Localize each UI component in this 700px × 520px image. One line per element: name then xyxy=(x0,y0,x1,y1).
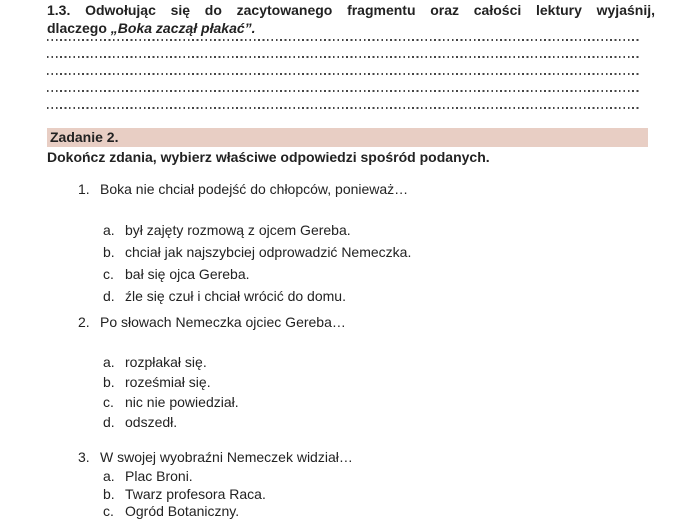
option-item xyxy=(103,486,655,504)
task-1-3-quote: „Boka zaczął płakać”. xyxy=(110,20,256,36)
option-letter: b. xyxy=(103,374,115,390)
option-letter: d. xyxy=(103,288,115,304)
question-3-text: W swojej wyobraźni Nemeczek widział… xyxy=(100,449,353,465)
option-letter: d. xyxy=(103,414,115,430)
task2-instruction: Dokończ zdania, wybierz właściwe odpowiedzi spośród podanych. xyxy=(47,149,490,165)
option-text: był zajęty rozmową z ojcem Gereba. xyxy=(125,222,351,238)
option-item xyxy=(103,352,655,372)
question-1-number: 1. xyxy=(78,181,90,197)
question-3 xyxy=(47,449,655,465)
option-item xyxy=(103,503,655,520)
option-letter: a. xyxy=(103,468,115,484)
answer-lines-block xyxy=(47,39,641,124)
option-letter: a. xyxy=(103,222,115,238)
option-text: Twarz profesora Raca. xyxy=(125,485,266,502)
option-text: chciał jak najszybciej odprowadzić Nemeczka. xyxy=(125,244,412,260)
option-letter: b. xyxy=(103,485,115,502)
option-letter: c. xyxy=(103,394,114,410)
question-1-text: Boka nie chciał podejść do chłopców, ponieważ… xyxy=(100,181,409,197)
option-text: bał się ojca Gereba. xyxy=(125,266,250,282)
answer-line xyxy=(47,56,641,58)
task-1-3-prompt-line2-plain: dlaczego xyxy=(47,20,111,36)
option-item xyxy=(103,219,655,241)
option-letter: b. xyxy=(103,244,115,260)
option-item xyxy=(103,285,655,307)
option-text: nic nie powiedział. xyxy=(125,394,239,410)
option-item xyxy=(103,241,655,263)
question-1 xyxy=(47,181,655,197)
question-3-number: 3. xyxy=(78,449,90,465)
option-letter: c. xyxy=(103,503,114,520)
task-1-3-prompt xyxy=(47,1,655,37)
task-1-3-prompt-line2 xyxy=(47,19,655,37)
task-1-3-prompt-line1: 1.3. Odwołując się do zacytowanego fragmentu oraz całości lektury wyjaśnij, xyxy=(47,2,655,18)
answer-line xyxy=(47,39,641,41)
option-item xyxy=(103,372,655,392)
task2-header-label: Zadanie 2. xyxy=(50,129,119,145)
question-2-number: 2. xyxy=(78,314,90,330)
question-3-options xyxy=(47,468,655,520)
answer-line xyxy=(47,73,641,75)
task2-header-bar xyxy=(47,128,648,147)
option-item xyxy=(103,412,655,432)
option-text: rozpłakał się. xyxy=(125,354,207,370)
option-text: roześmiał się. xyxy=(125,374,211,390)
option-letter: c. xyxy=(103,266,114,282)
option-letter: a. xyxy=(103,354,115,370)
answer-line xyxy=(47,90,641,92)
question-2 xyxy=(47,314,655,330)
option-text: źle się czuł i chciał wrócić do domu. xyxy=(125,288,346,304)
option-text: odszedł. xyxy=(125,414,178,430)
option-item xyxy=(103,392,655,412)
option-text: Plac Broni. xyxy=(125,468,193,484)
question-2-options xyxy=(47,352,655,432)
option-text: Ogród Botaniczny. xyxy=(125,503,240,520)
option-item xyxy=(103,263,655,285)
option-item xyxy=(103,468,655,486)
question-2-text: Po słowach Nemeczka ojciec Gereba… xyxy=(100,314,346,330)
question-1-options xyxy=(47,219,655,307)
answer-line xyxy=(47,107,641,109)
